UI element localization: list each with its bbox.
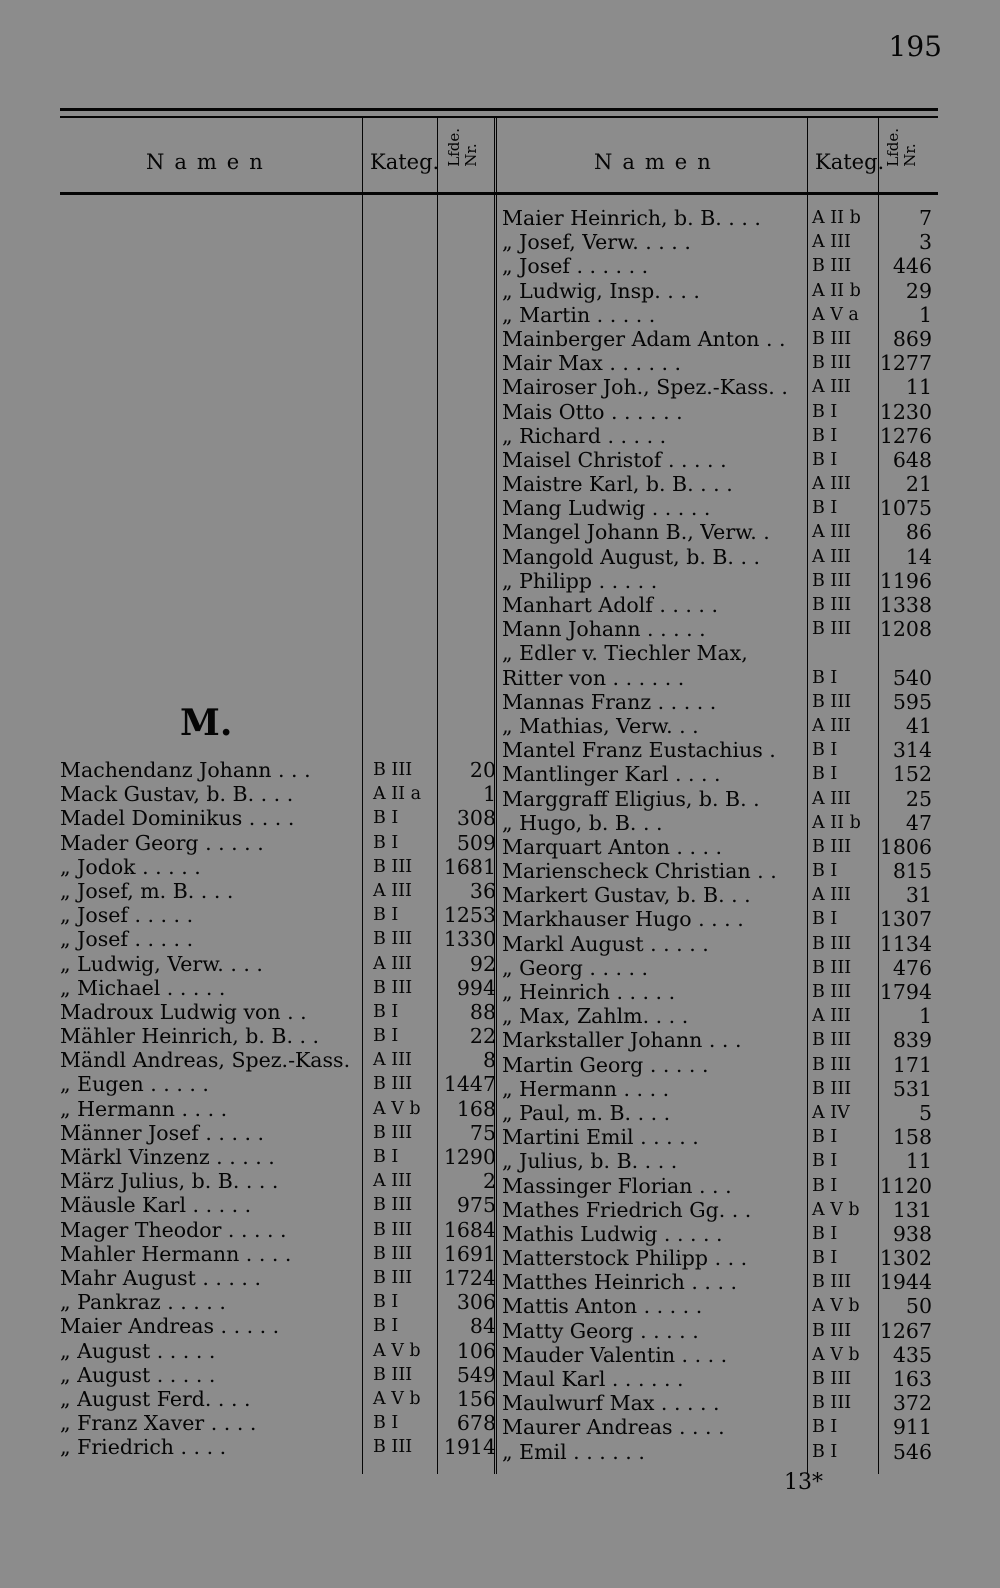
entry-category: A II b (812, 812, 861, 833)
entry-category: B I (373, 1001, 399, 1022)
entry-number: 8 (482, 1048, 496, 1073)
entry-name: Maistre Karl, b. B. . . . (502, 472, 733, 497)
entry-category: B I (812, 909, 838, 930)
entry-number: 5 (918, 1100, 932, 1125)
entry-number: 84 (469, 1314, 496, 1339)
entry-name: „ Josef . . . . . . (502, 254, 649, 279)
entry-number: 314 (892, 738, 932, 763)
column-divider (807, 118, 808, 1474)
entry-name: Machendanz Johann . . . (60, 758, 311, 782)
entry-number: 168 (456, 1096, 496, 1121)
entry-number: 11 (905, 1149, 932, 1174)
entry-category: A IV (812, 1102, 850, 1123)
entry-number: 25 (905, 786, 932, 811)
entry-category: A III (373, 1050, 412, 1071)
entry-category: A III (812, 1006, 851, 1027)
column-divider (362, 118, 363, 1474)
entry-name: „ Franz Xaver . . . . (60, 1411, 257, 1436)
entry-number: 1681 (443, 854, 496, 879)
entry-number: 163 (892, 1367, 932, 1391)
entry-name: Markert Gustav, b. B. . . (502, 883, 751, 908)
entry-name: Mairoser Joh., Spez.-Kass. . (502, 375, 788, 400)
entry-number: 88 (469, 999, 496, 1024)
entry-number: 839 (892, 1028, 932, 1053)
entry-category: B I (373, 1413, 399, 1434)
entry-name: Markl August . . . . . (502, 931, 709, 956)
entry-name: „ Edler v. Tiechler Max, (502, 641, 748, 666)
entry-number: 1276 (879, 423, 932, 448)
entry-category: B I (812, 498, 838, 519)
entry-category: A III (812, 377, 851, 398)
entry-number: 171 (892, 1052, 932, 1077)
entry-number: 1330 (443, 927, 496, 952)
entry-number: 41 (905, 713, 932, 738)
entry-category: A III (812, 522, 851, 543)
entry-category: B I (812, 861, 838, 882)
entry-number: 1277 (879, 351, 932, 376)
entry-number: 156 (456, 1386, 496, 1411)
entry-category: B III (812, 1030, 852, 1051)
entry-number: 86 (905, 520, 932, 545)
entry-name: Männer Josef . . . . . (60, 1120, 265, 1145)
entry-category: A V b (373, 1388, 421, 1409)
entry-name: Mair Max . . . . . . (502, 351, 682, 376)
entry-name: Martin Georg . . . . . (502, 1052, 709, 1077)
entry-number: 446 (892, 254, 932, 279)
entry-category: B III (373, 1364, 413, 1385)
entry-number: 1691 (443, 1241, 496, 1266)
entry-name: Matty Georg . . . . . (502, 1318, 699, 1343)
entry-category: B III (812, 1272, 852, 1293)
entry-category: B I (812, 1248, 838, 1269)
entry-number: 435 (892, 1342, 932, 1367)
entry-category: B III (373, 1195, 413, 1216)
entry-name: Martini Emil . . . . . (502, 1125, 699, 1150)
entry-name: „ Richard . . . . . (502, 423, 667, 448)
entry-name: Mahr August . . . . . (60, 1265, 261, 1290)
entry-number: 815 (892, 859, 932, 884)
column-divider (437, 118, 438, 1474)
entry-number: 1267 (879, 1318, 932, 1343)
entry-category: B III (373, 856, 413, 877)
entry-name: Matterstock Philipp . . . (502, 1246, 748, 1271)
entry-category: B III (812, 328, 852, 349)
entry-number: 1 (918, 302, 932, 327)
entry-name: Mang Ludwig . . . . . (502, 496, 711, 521)
entry-number: 1075 (879, 496, 932, 521)
entry-number: 678 (456, 1411, 496, 1436)
entry-category: A III (812, 546, 851, 567)
entry-category: A III (812, 474, 851, 495)
entry-category: A II b (812, 208, 861, 228)
entry-category: A III (812, 788, 851, 809)
entry-name: „ Mathias, Verw. . . (502, 713, 699, 738)
entry-name: Mader Georg . . . . . (60, 830, 264, 855)
entry-category: A V b (812, 1344, 860, 1365)
entry-name: Marquart Anton . . . . (502, 834, 723, 859)
entry-number: 308 (456, 806, 496, 831)
entry-name: „ Jodok . . . . . (60, 854, 201, 879)
entry-category: B III (373, 1267, 413, 1288)
entry-category: B III (373, 760, 413, 780)
entry-number: 648 (892, 447, 932, 472)
entry-name: Märkl Vinzenz . . . . . (60, 1145, 275, 1169)
entry-category: B I (812, 449, 838, 470)
entry-number: 1 (918, 1004, 932, 1029)
entry-category: B I (812, 401, 838, 422)
entry-category: A III (373, 880, 412, 901)
entry-name: Mantlinger Karl . . . . (502, 762, 721, 787)
entry-name: Maier Andreas . . . . . (60, 1314, 280, 1339)
entry-number: 509 (456, 830, 496, 855)
entry-name: Mack Gustav, b. B. . . . (60, 782, 294, 807)
entry-category: B III (373, 1437, 413, 1458)
entry-category: B III (812, 1369, 852, 1389)
entry-category: A II a (373, 784, 422, 805)
entry-category: B III (812, 1393, 852, 1414)
entry-number: 152 (892, 762, 932, 787)
entry-name: Maulwurf Max . . . . . (502, 1391, 720, 1416)
entry-number: 869 (892, 326, 932, 351)
entry-number: 29 (905, 278, 932, 303)
entry-category: B I (812, 764, 838, 785)
entry-number: 47 (905, 810, 932, 835)
entry-number: 975 (456, 1193, 496, 1218)
entry-number: 11 (905, 375, 932, 400)
entry-name: Mainberger Adam Anton . . (502, 326, 786, 351)
entry-category: B III (812, 595, 852, 615)
entry-number: 1307 (879, 907, 932, 932)
entry-name: „ Heinrich . . . . . (502, 980, 676, 1004)
section-letter: M. (180, 702, 233, 744)
entry-number: 75 (469, 1120, 496, 1145)
entry-name: „ Friedrich . . . . (60, 1435, 227, 1460)
entry-number: 1134 (879, 931, 932, 956)
entry-name: „ August Ferd. . . . (60, 1386, 251, 1411)
entry-category: B III (373, 929, 413, 950)
entry-category: B III (812, 836, 852, 857)
entry-name: Marggraff Eligius, b. B. . (502, 786, 760, 811)
entry-category: A V b (812, 1296, 860, 1317)
entry-category: B I (373, 808, 399, 829)
entry-category: A III (812, 885, 851, 906)
entry-category: B I (812, 1151, 838, 1172)
entry-category: B III (812, 256, 852, 277)
entry-number: 92 (469, 951, 496, 976)
entry-name: „ Ludwig, Insp. . . . (502, 278, 700, 303)
entry-name: „ Julius, b. B. . . . (502, 1149, 678, 1174)
entry-category: B III (373, 1122, 413, 1143)
entry-category: B III (812, 1320, 852, 1341)
entry-category: B I (812, 1441, 838, 1462)
entry-name: „ Josef . . . . . (60, 903, 194, 928)
entry-name: Maurer Andreas . . . . (502, 1415, 725, 1440)
entry-name: Mathis Ludwig . . . . . (502, 1221, 723, 1246)
entry-name: Mändl Andreas, Spez.-Kass. (60, 1048, 351, 1073)
entry-name: Mattis Anton . . . . . (502, 1294, 703, 1319)
entry-number: 911 (892, 1415, 932, 1440)
entry-name: „ Max, Zahlm. . . . (502, 1004, 689, 1029)
entry-category: A V a (812, 304, 859, 325)
entry-number: 1196 (879, 568, 932, 593)
entry-name: „ August . . . . . (60, 1362, 216, 1387)
entry-name: Markhauser Hugo . . . . (502, 907, 744, 932)
entry-name: Massinger Florian . . . (502, 1173, 732, 1198)
entry-number: 106 (456, 1338, 496, 1363)
entry-name: „ Josef, m. B. . . . (60, 878, 234, 903)
entry-name: „ Hugo, b. B. . . (502, 810, 663, 835)
entry-name: Mathes Friedrich Gg. . . (502, 1197, 752, 1222)
entry-name: „ Pankraz . . . . . (60, 1290, 226, 1315)
entry-category: B I (812, 425, 838, 446)
entry-number: 306 (456, 1290, 496, 1315)
entry-number: 1806 (879, 834, 932, 859)
entry-category: A V b (373, 1098, 421, 1119)
entry-name: Mangel Johann B., Verw. . (502, 520, 770, 545)
entry-number: 2 (482, 1169, 496, 1194)
entry-category: A V b (812, 1199, 860, 1220)
entry-category: B III (812, 691, 852, 712)
entry-name: Maisel Christof . . . . . (502, 447, 727, 472)
entry-category: B I (812, 1175, 838, 1196)
entry-number: 20 (469, 758, 496, 782)
entry-number: 549 (456, 1362, 496, 1387)
entry-name: „ Paul, m. B. . . . (502, 1100, 671, 1125)
entry-name: Mäusle Karl . . . . . (60, 1193, 252, 1218)
entry-category: B III (812, 353, 852, 374)
entry-name: „ Emil . . . . . . (502, 1439, 645, 1464)
header-lfde-nr-right: Lfde. Nr. (884, 128, 919, 167)
entry-number: 14 (905, 544, 932, 569)
entry-number: 1724 (443, 1265, 496, 1290)
entry-number: 1794 (879, 980, 932, 1004)
entry-number: 595 (892, 689, 932, 714)
entry-number: 22 (469, 1024, 496, 1049)
entry-number: 1253 (443, 903, 496, 928)
entry-category: B I (373, 1147, 399, 1167)
entry-category: A III (812, 232, 851, 253)
entry-name: Mauder Valentin . . . . (502, 1342, 728, 1367)
top-rule (60, 108, 938, 111)
entry-number: 1290 (443, 1145, 496, 1169)
header-kateg-right: Kateg. (815, 150, 885, 174)
entry-name: „ Philipp . . . . . (502, 568, 658, 593)
entry-name: „ Hermann . . . . (502, 1076, 670, 1101)
entry-number: 476 (892, 955, 932, 980)
entry-category: B III (812, 570, 852, 591)
entry-number: 31 (905, 883, 932, 908)
entry-category: B III (812, 933, 852, 954)
entry-number: 1338 (879, 593, 932, 617)
entry-number: 1230 (879, 399, 932, 424)
entry-number: 372 (892, 1391, 932, 1416)
entry-name: „ Eugen . . . . . (60, 1072, 209, 1097)
entry-name: „ Josef . . . . . (60, 927, 194, 952)
header-namen-left: Namen (146, 150, 273, 174)
entry-number: 938 (892, 1221, 932, 1246)
entry-category: B I (812, 1417, 838, 1438)
entry-name: Mais Otto . . . . . . (502, 399, 683, 424)
entry-name: Matthes Heinrich . . . . (502, 1270, 737, 1295)
entry-category: B I (373, 905, 399, 926)
entry-number: 1684 (443, 1217, 496, 1242)
entry-name: März Julius, b. B. . . . (60, 1169, 279, 1194)
entry-name: „ Georg . . . . . (502, 955, 649, 980)
entry-category: B III (373, 1074, 413, 1095)
entry-category: B III (812, 1078, 852, 1099)
entry-category: B III (373, 977, 413, 998)
entry-name: „ Martin . . . . . (502, 302, 656, 327)
entry-name: Mangold August, b. B. . . (502, 544, 761, 569)
entry-number: 158 (892, 1125, 932, 1150)
header-namen-right: Namen (594, 150, 721, 174)
entry-name: Mager Theodor . . . . . (60, 1217, 287, 1242)
entry-name: „ Michael . . . . . (60, 975, 226, 1000)
entry-number: 21 (905, 472, 932, 497)
entry-category: B I (812, 1223, 838, 1244)
entry-category: B III (812, 619, 852, 640)
entry-name: Mähler Heinrich, b. B. . . (60, 1024, 320, 1049)
footer-signature: 13* (784, 1470, 823, 1495)
entry-name: Mahler Hermann . . . . (60, 1241, 292, 1266)
entry-name: Madroux Ludwig von . . (60, 999, 307, 1024)
entry-category: A III (812, 715, 851, 736)
entry-number: 50 (905, 1294, 932, 1319)
entry-number: 546 (892, 1439, 932, 1464)
entry-category: A II b (812, 280, 861, 301)
entry-name: „ Ludwig, Verw. . . . (60, 951, 263, 976)
entry-number: 1208 (879, 617, 932, 642)
entry-name: „ Josef, Verw. . . . . (502, 230, 691, 255)
entry-category: B I (373, 1026, 399, 1047)
entry-number: 36 (469, 878, 496, 903)
header-lfde-nr-left: Lfde. Nr. (445, 128, 480, 167)
entry-category: B I (812, 667, 838, 688)
entry-category: B III (373, 1243, 413, 1264)
entry-number: 1120 (879, 1173, 932, 1198)
entry-category: A III (373, 953, 412, 974)
header-kateg-left: Kateg. (370, 150, 440, 174)
entry-number: 3 (918, 230, 932, 255)
entry-name: Mann Johann . . . . . (502, 617, 706, 642)
entry-number: 1447 (443, 1072, 496, 1097)
entry-number: 1 (482, 782, 496, 807)
entry-number: 1944 (879, 1270, 932, 1295)
entry-category: B III (812, 982, 852, 1002)
entry-name: Mantel Franz Eustachius . (502, 738, 776, 763)
entry-name: Madel Dominikus . . . . (60, 806, 295, 831)
entry-category: B III (812, 957, 852, 978)
entry-category: B III (373, 1219, 413, 1240)
column-divider (496, 118, 497, 1474)
page-number: 195 (888, 30, 942, 63)
entry-category: A III (373, 1171, 412, 1192)
entry-name: Mannas Franz . . . . . (502, 689, 717, 714)
entry-category: B I (373, 832, 399, 853)
entry-name: Manhart Adolf . . . . . (502, 593, 718, 617)
entry-name: Ritter von . . . . . . (502, 665, 685, 690)
entry-category: B I (812, 1127, 838, 1148)
entry-number: 540 (892, 665, 932, 690)
entry-number: 1914 (443, 1435, 496, 1460)
entry-number: 994 (456, 975, 496, 1000)
entry-name: „ August . . . . . (60, 1338, 216, 1363)
entry-number: 1302 (879, 1246, 932, 1271)
entry-category: B I (373, 1316, 399, 1337)
entry-category: B I (373, 1292, 399, 1313)
entry-number: 7 (918, 206, 932, 230)
entry-category: B I (812, 740, 838, 761)
entry-category: A V b (373, 1340, 421, 1361)
entry-number: 531 (892, 1076, 932, 1101)
entry-name: „ Hermann . . . . (60, 1096, 228, 1121)
entry-name: Marienscheck Christian . . (502, 859, 777, 884)
entry-number: 131 (892, 1197, 932, 1222)
entry-name: Markstaller Johann . . . (502, 1028, 742, 1053)
entry-category: B III (812, 1054, 852, 1075)
entry-name: Maier Heinrich, b. B. . . . (502, 206, 761, 230)
entry-name: Maul Karl . . . . . . (502, 1367, 684, 1391)
